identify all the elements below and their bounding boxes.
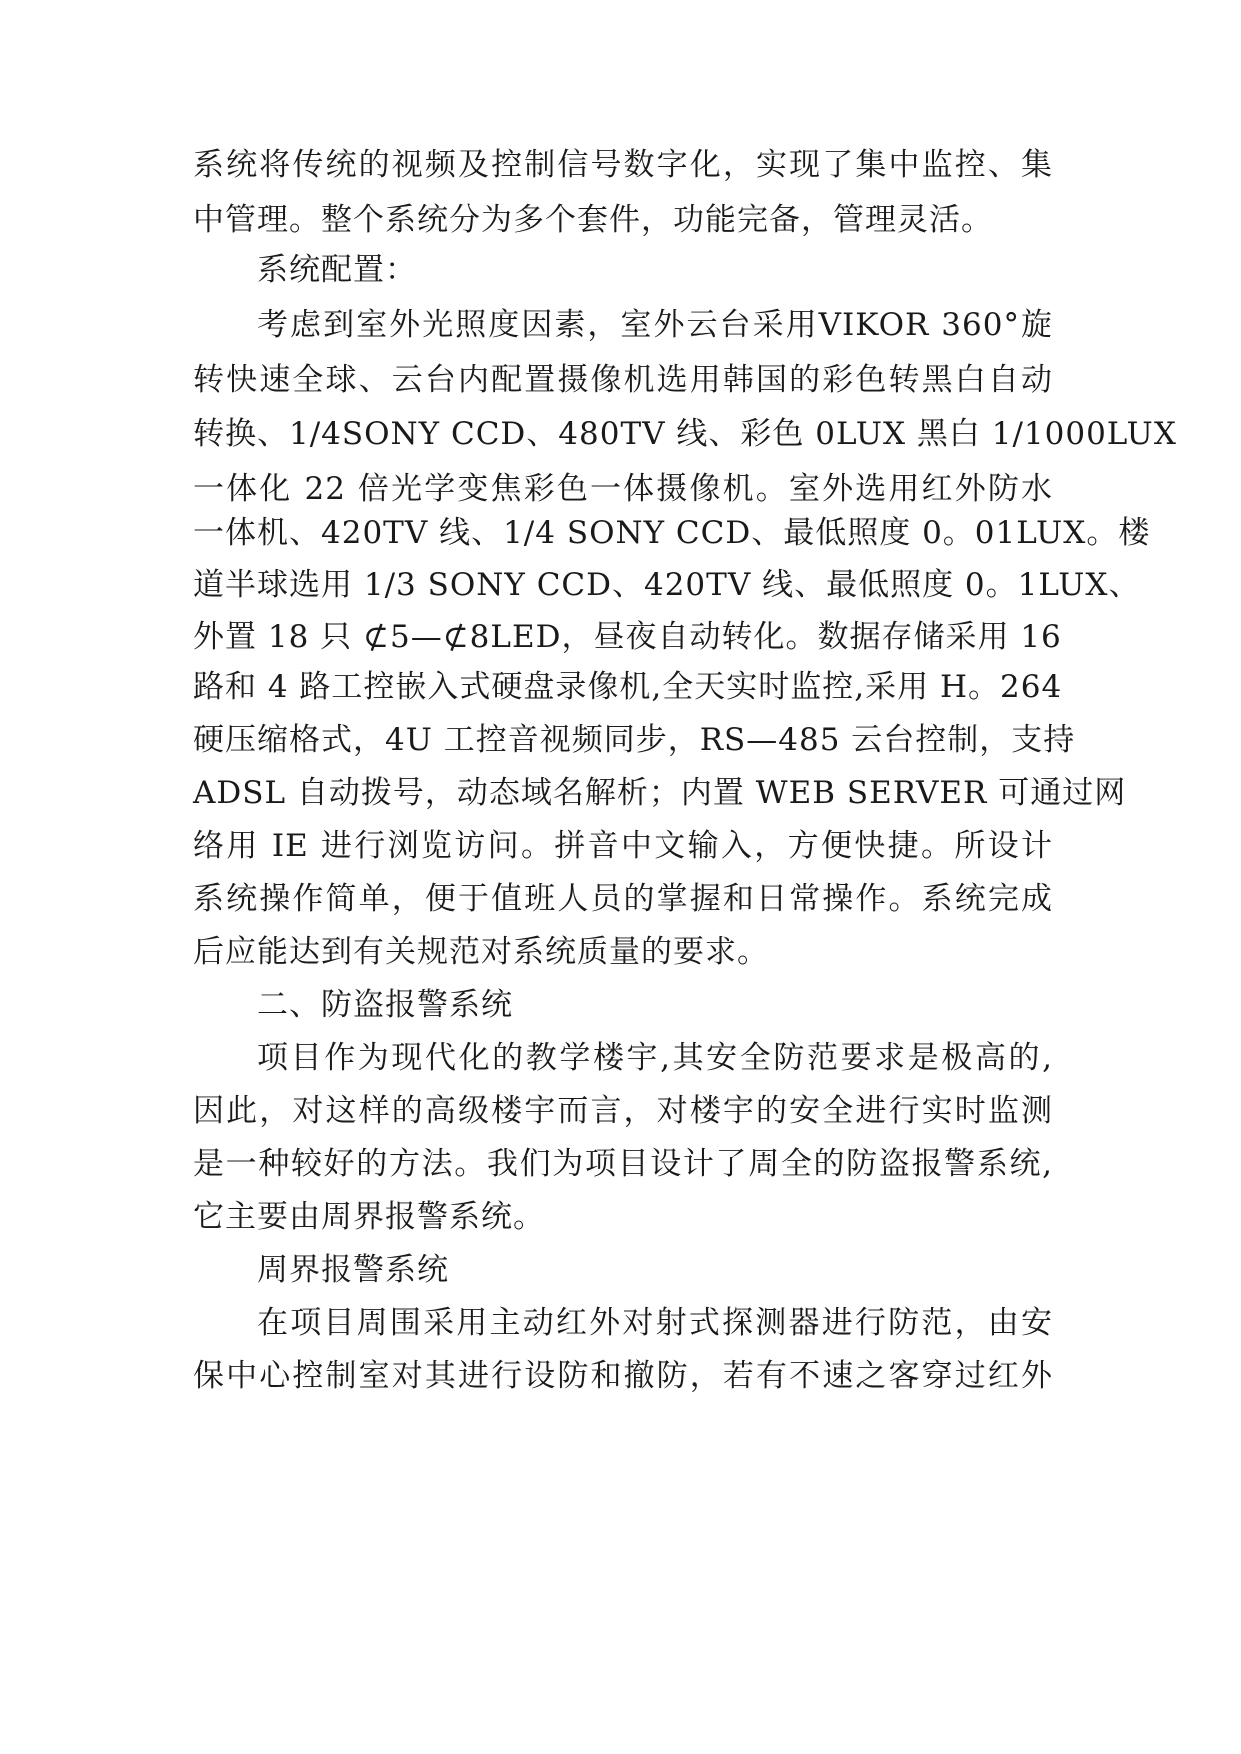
text-line: 转快速全球、云台内配置摄像机选用韩国的彩色转黑白自动 xyxy=(193,362,1053,398)
section-heading: 周界报警系统 xyxy=(257,1252,449,1288)
text-line: ADSL 自动拨号，动态域名解析；内置 WEB SERVER 可通过网 xyxy=(193,775,1127,811)
text-line: 系统操作简单，便于值班人员的掌握和日常操作。系统完成 xyxy=(193,881,1053,917)
section-heading: 二、防盗报警系统 xyxy=(257,987,513,1023)
text-line: 是一种较好的方法。我们为项目设计了周全的防盗报警系统, xyxy=(193,1146,1053,1182)
text-line: 转换、1/4SONY CCD、480TV 线、彩色 0LUX 黑白 1/1000LUX xyxy=(193,416,1177,452)
text-line: 络用 IE 进行浏览访问。拼音中文输入，方便快捷。所设计 xyxy=(193,828,1053,864)
text-line: 路和 4 路工控嵌入式硬盘录像机,全天实时监控,采用 H。264 xyxy=(193,669,1063,705)
text-line: 道半球选用 1/3 SONY CCD、420TV 线、最低照度 0。1LUX、 xyxy=(193,567,1141,603)
text-line: 后应能达到有关规范对系统质量的要求。 xyxy=(193,934,769,970)
text-line: 一体化 22 倍光学变焦彩色一体摄像机。室外选用红外防水 xyxy=(193,471,1053,507)
text-line: 中管理。整个系统分为多个套件，功能完备，管理灵活。 xyxy=(193,202,993,238)
text-line: 因此，对这样的高级楼宇而言，对楼宇的安全进行实时监测 xyxy=(193,1093,1053,1129)
text-line: 项目作为现代化的教学楼宇,其安全防范要求是极高的, xyxy=(257,1040,1053,1076)
text-line: 外置 18 只 ⊄5—⊄8LED，昼夜自动转化。数据存储采用 16 xyxy=(193,619,1062,655)
section-heading: 系统配置： xyxy=(257,252,417,288)
text-line: 系统将传统的视频及控制信号数字化，实现了集中监控、集 xyxy=(193,147,1053,183)
text-line: 考虑到室外光照度因素，室外云台采用VIKOR 360°旋 xyxy=(257,307,1053,343)
text-line: 保中心控制室对其进行设防和撤防，若有不速之客穿过红外 xyxy=(193,1358,1053,1394)
text-line: 它主要由周界报警系统。 xyxy=(193,1199,545,1235)
text-line: 在项目周围采用主动红外对射式探测器进行防范，由安 xyxy=(257,1305,1053,1341)
text-line: 硬压缩格式，4U 工控音视频同步，RS—485 云台控制，支持 xyxy=(193,722,1076,758)
text-line: 一体机、420TV 线、1/4 SONY CCD、最低照度 0。01LUX。楼 xyxy=(193,515,1151,551)
